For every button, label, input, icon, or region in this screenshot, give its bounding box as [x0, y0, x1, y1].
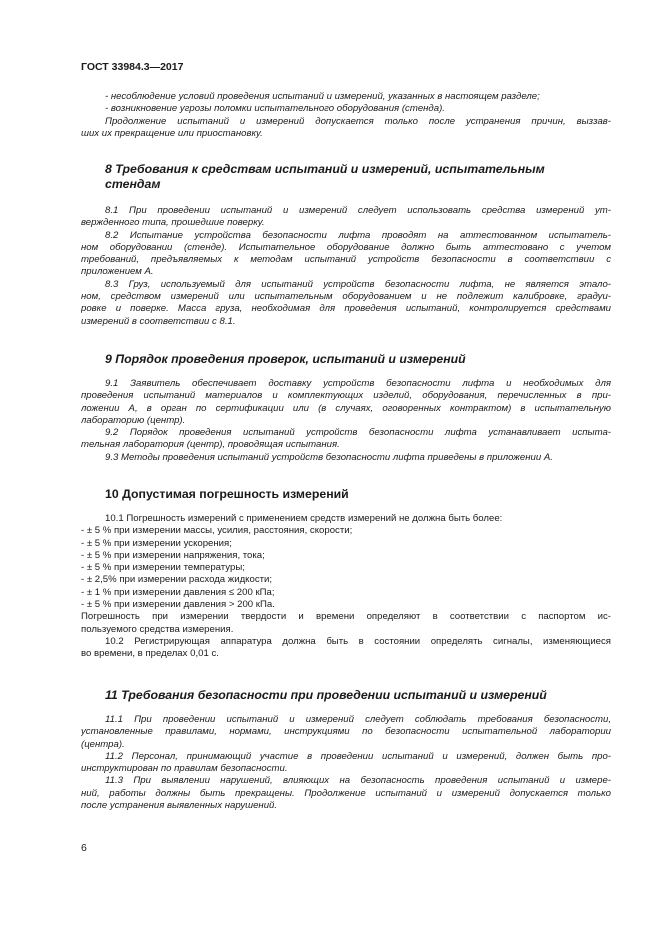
text-line: Погрешность при измерении твердости и времени определяют в соответствии с паспортом ис- — [81, 611, 611, 623]
text-line: ном, средством измерений или испытательным оборудованием и не подлежит калибровке, градуи- — [81, 291, 611, 303]
text-line: после устранения выявленных нарушений. — [81, 800, 278, 812]
text-line: приложением А. — [81, 266, 154, 278]
text-line: - несоблюдение условий проведения испытаний и измерений, указанных в настоящем разделе; — [105, 91, 540, 102]
heading-line: стендам — [105, 177, 161, 191]
page-header: ГОСТ 33984.3—2017 — [81, 61, 184, 73]
section-9-heading: 9 Порядок проведения проверок, испытаний и измерений — [105, 352, 466, 366]
list-item: - ± 5 % при измерении напряжения, тока; — [81, 549, 265, 561]
list-item: - ± 2,5% при измерении расхода жидкости; — [81, 574, 273, 586]
list-item: - ± 5 % при измерении массы, усилия, расстояния, скорости; — [81, 525, 353, 537]
page-number: 6 — [81, 842, 87, 854]
text-line: ний, работы должны быть прекращены. Продолжение испытаний и измерений допускается только — [81, 787, 611, 799]
text-line: измерений в соответствии с 8.1. — [81, 315, 236, 327]
text-line: 8.2 Испытание устройства безопасности лифта проводят на аттестованном испытатель- — [105, 229, 611, 241]
text-line: Продолжение испытаний и измерений допускается только после устранения причин, выззав- — [105, 115, 611, 127]
text-line: ном оборудовании (стенде). Испытательное оборудование должно быть аттестовано с учетом — [81, 241, 611, 253]
text-line: 11.3 При выявлении нарушений, влияющих на безопасность проведения испытаний и измере- — [105, 775, 611, 787]
section-10-body — [81, 513, 611, 661]
text-line: 11.2 Персонал, принимающий участие в проведении испытаний и измерений, должен быть про- — [105, 750, 611, 762]
list-item: - ± 5 % при измерении давления > 200 кПа. — [81, 599, 275, 611]
text-line: 8.3 Груз, используемый для испытаний устройств безопасности лифта, не является этало- — [105, 278, 611, 290]
text-line: инструктирован по правилам безопасности. — [81, 763, 288, 775]
text-line: - возникновение угрозы поломки испытательного оборудования (стенда). — [105, 103, 445, 115]
text-line: проведения испытаний материалов и комплектующих изделий, оборудования, перечисленных в при- — [81, 390, 611, 402]
text-line: во времени, в пределах 0,01 с. — [81, 648, 219, 660]
text-line: 11.1 При проведении испытаний и измерений следует соблюдать требования безопасности, — [105, 714, 611, 725]
section-8-body — [81, 205, 611, 328]
section-8-heading — [105, 162, 611, 192]
text-line: вержденного типа, прошедшие поверку. — [81, 217, 265, 229]
text-line: ших их прекращение или приостановку. — [81, 127, 263, 139]
intro-paragraph — [81, 91, 611, 140]
section-11-body — [81, 714, 611, 812]
text-line: 9.2 Порядок проведения испытаний устройств безопасности лифта устанавливает испыта- — [105, 427, 611, 439]
section-11-heading: 11 Требования безопасности при проведении испытаний и измерений — [105, 688, 547, 702]
text-line: (центра). — [81, 738, 125, 750]
text-line: 9.3 Методы проведения испытаний устройств безопасности лифта приведены в приложении А. — [105, 451, 553, 463]
text-line: лабораторию (центр). — [81, 414, 186, 426]
text-line: пользуемого средства измерения. — [81, 623, 234, 635]
text-line: установленные правилами, нормами, инструкциями по безопасности испытательной лаборатории — [81, 726, 611, 738]
section-10-heading: 10 Допустимая погрешность измерений — [105, 487, 349, 501]
text-line: ложении А, в орган по сертификации или (в случаях, оговоренных контрактом) в испытательную — [81, 402, 611, 414]
text-line: 9.1 Заявитель обеспечивает доставку устройств безопасности лифта и необходимых для — [105, 378, 611, 389]
heading-line: 8 Требования к средствам испытаний и измерений, испытательным — [105, 162, 545, 176]
section-9-body — [81, 378, 611, 464]
text-line: 8.1 При проведении испытаний и измерений следует использовать средства измерений ут- — [105, 205, 611, 216]
text-line: 10.1 Погрешность измерений с применением средств измерений не должна быть более: — [105, 513, 503, 524]
text-line: тельная лаборатория (центр), проводящая испытания. — [81, 439, 340, 451]
list-item: - ± 5 % при измерении ускорения; — [81, 537, 232, 549]
text-line: требований, предъявляемых к методам испытаний устройств безопасности в соответствии с — [81, 254, 611, 266]
text-line: 10.2 Регистрирующая аппаратура должна быть в состоянии определять сигналы, изменяющиеся — [105, 635, 611, 647]
list-item: - ± 1 % при измерении давления ≤ 200 кПа; — [81, 586, 275, 598]
text-line: ровке и поверке. Масса груза, необходимая для проведения испытаний, контролируется средствами — [81, 303, 611, 315]
list-item: - ± 5 % при измерении температуры; — [81, 562, 245, 574]
